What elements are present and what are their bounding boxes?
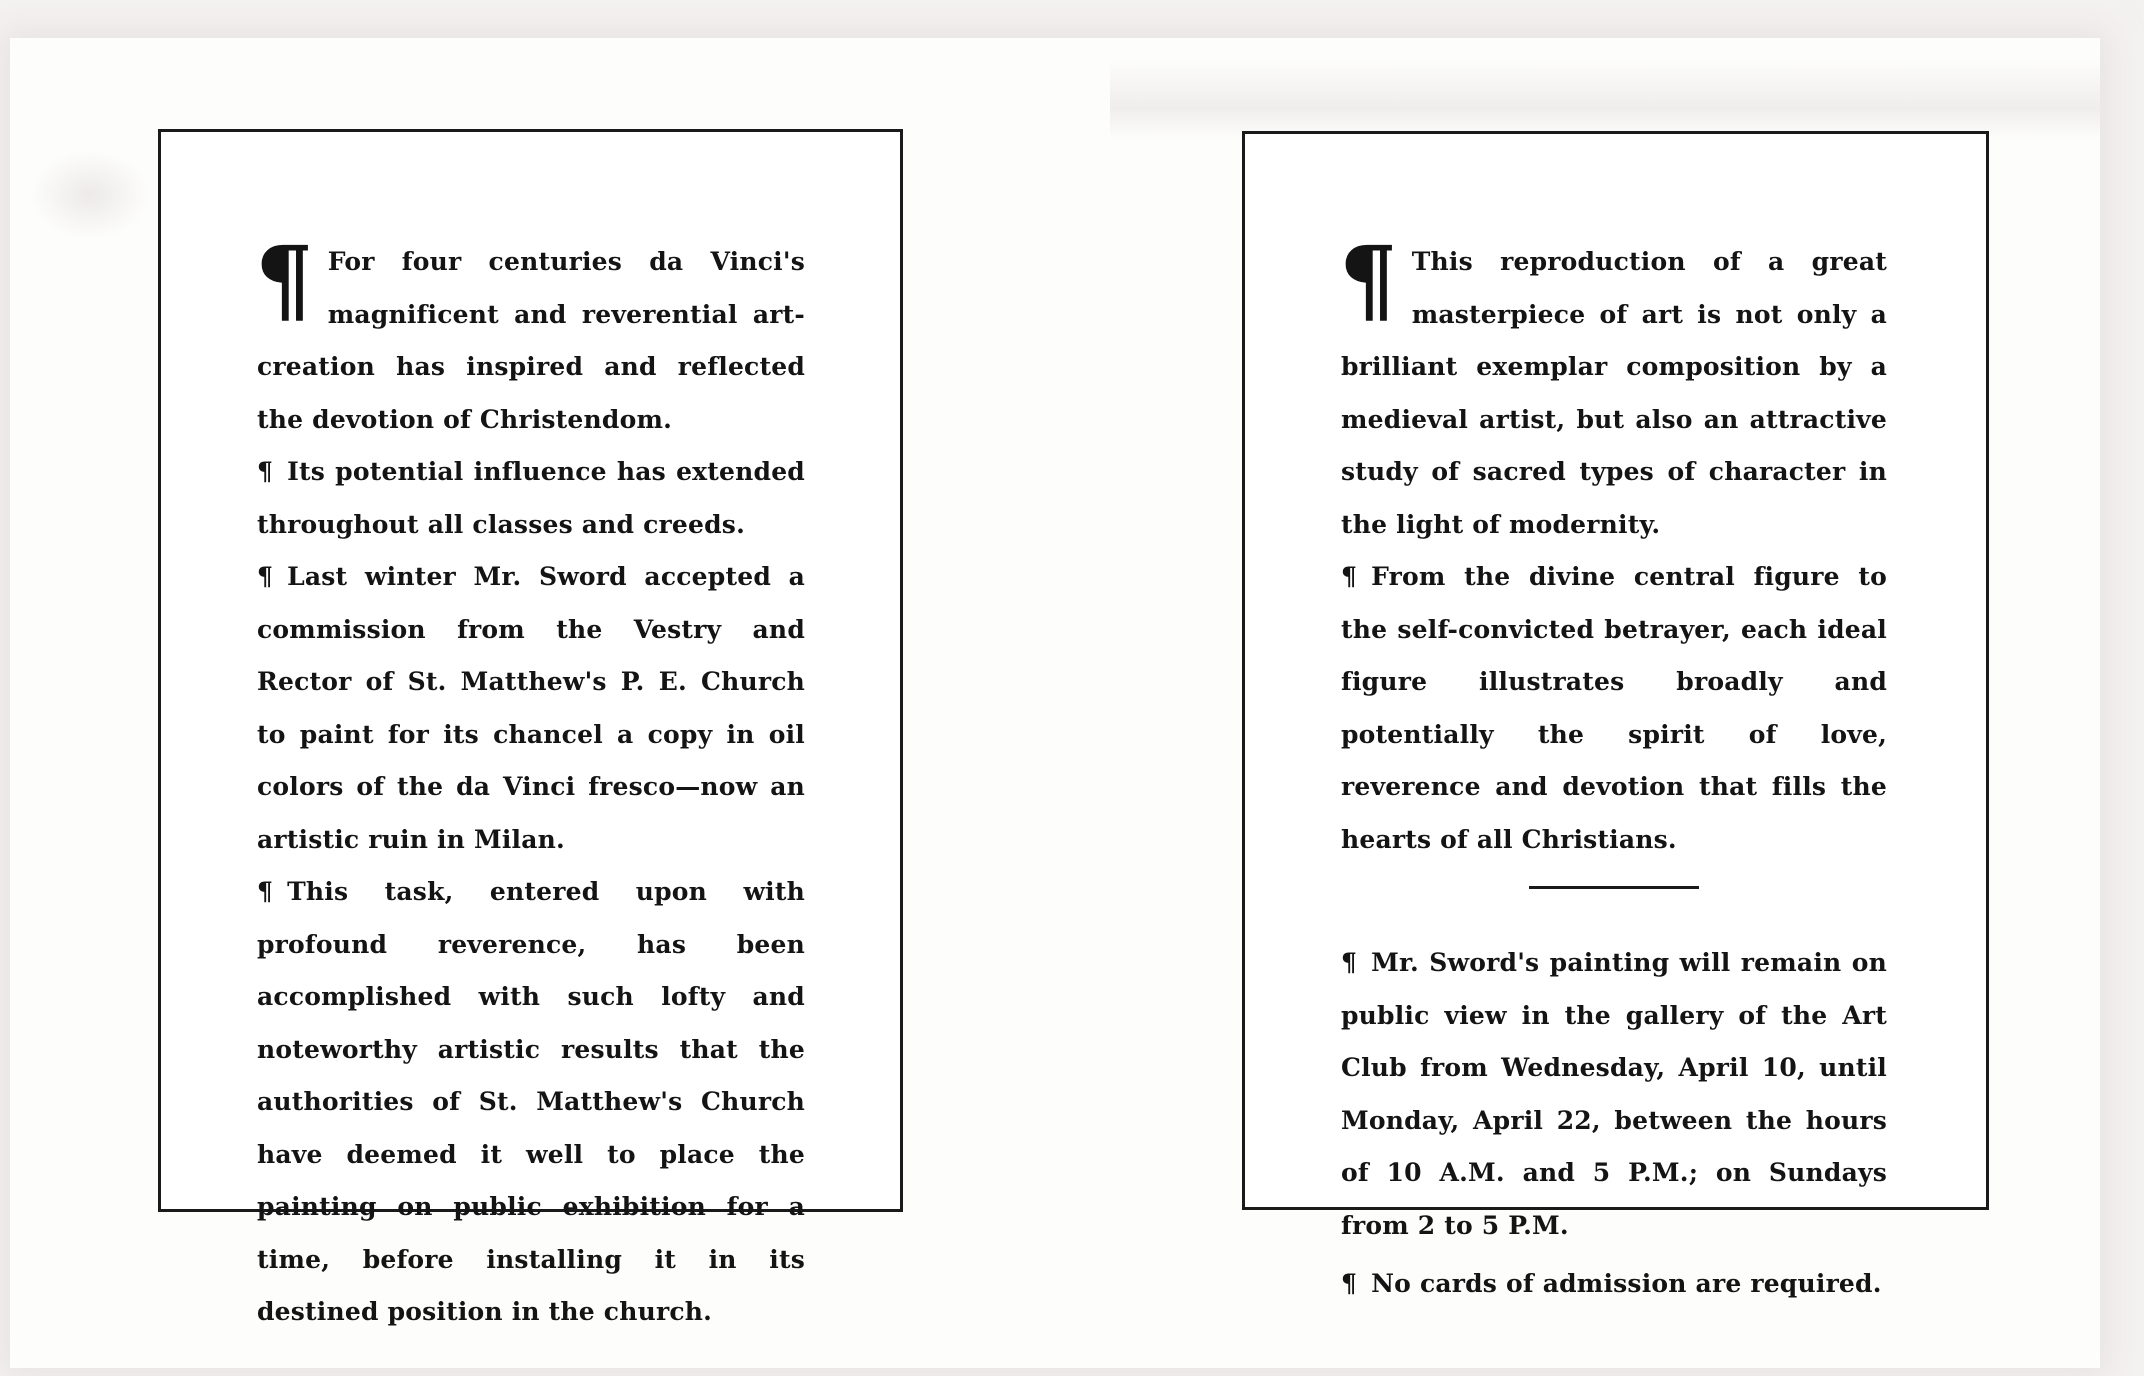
- paragraph-text: Last winter Mr. Sword accepted a commission from the Vestry and Rector of St. Matthew's P. E. Church to paint for its chancel a copy in oil colors of the da Vinci fresco—now an artistic ruin in Milan.: [257, 562, 805, 854]
- right-page: [1242, 131, 1989, 1298]
- paragraph: [1341, 551, 1887, 866]
- paper-shadow: [1110, 60, 2100, 140]
- paragraph-text: Its potential influence has extended throughout all classes and creeds.: [257, 457, 805, 539]
- left-page: [158, 129, 903, 1326]
- section-divider: [1529, 886, 1699, 889]
- paragraph-text: From the divine central figure to the self-convicted betrayer, each ideal figure illustrates broadly and potentially the spirit of love, reverence and devotion that fills the hearts of all Christians.: [1341, 562, 1887, 854]
- paragraph: [257, 866, 805, 1339]
- pilcrow-mark: ¶: [257, 562, 274, 591]
- paper-shadow: [30, 150, 150, 240]
- pilcrow-mark: ¶: [257, 877, 274, 906]
- paragraph-text: This reproduction of a great masterpiece of art is not only a brilliant exemplar composition by a medieval artist, but also an attractive study of sacred types of character in the light of modernity.: [1341, 247, 1887, 539]
- pilcrow-mark: ¶: [1341, 562, 1358, 591]
- pilcrow-mark: ¶: [1341, 1269, 1358, 1298]
- right-page-text: [1339, 226, 1887, 1311]
- pilcrow-initial: ¶: [255, 226, 314, 334]
- paragraph-text: No cards of admission are required.: [1371, 1269, 1882, 1298]
- left-page-text: [255, 226, 805, 1339]
- opening-paragraph: [1339, 226, 1887, 551]
- paragraph-text: This task, entered upon with profound reverence, has been accomplished with such lofty and noteworthy artistic results that the authorities of St. Matthew's Church have deemed it well to place the painting on public exhibition for a time, before installing it in its destined position in the church.: [257, 877, 805, 1326]
- paragraph-text: Mr. Sword's painting will remain on public view in the gallery of the Art Club from Wednesday, April 10, until Monday, April 22, between the hours of 10 A.M. and 5 P.M.; on Sundays from 2 to 5 P.M.: [1341, 948, 1887, 1240]
- opening-paragraph: [255, 226, 805, 446]
- notice-paragraph: [1341, 1258, 1887, 1311]
- paragraph: [257, 551, 805, 866]
- pilcrow-initial: ¶: [1339, 226, 1398, 334]
- notice-paragraph: [1341, 937, 1887, 1252]
- pilcrow-mark: ¶: [257, 457, 274, 486]
- pilcrow-mark: ¶: [1341, 948, 1358, 977]
- paragraph-text: For four centuries da Vinci's magnificent and reverential art-creation has inspired and reflected the devotion of Christendom.: [257, 247, 805, 434]
- paragraph: [257, 446, 805, 551]
